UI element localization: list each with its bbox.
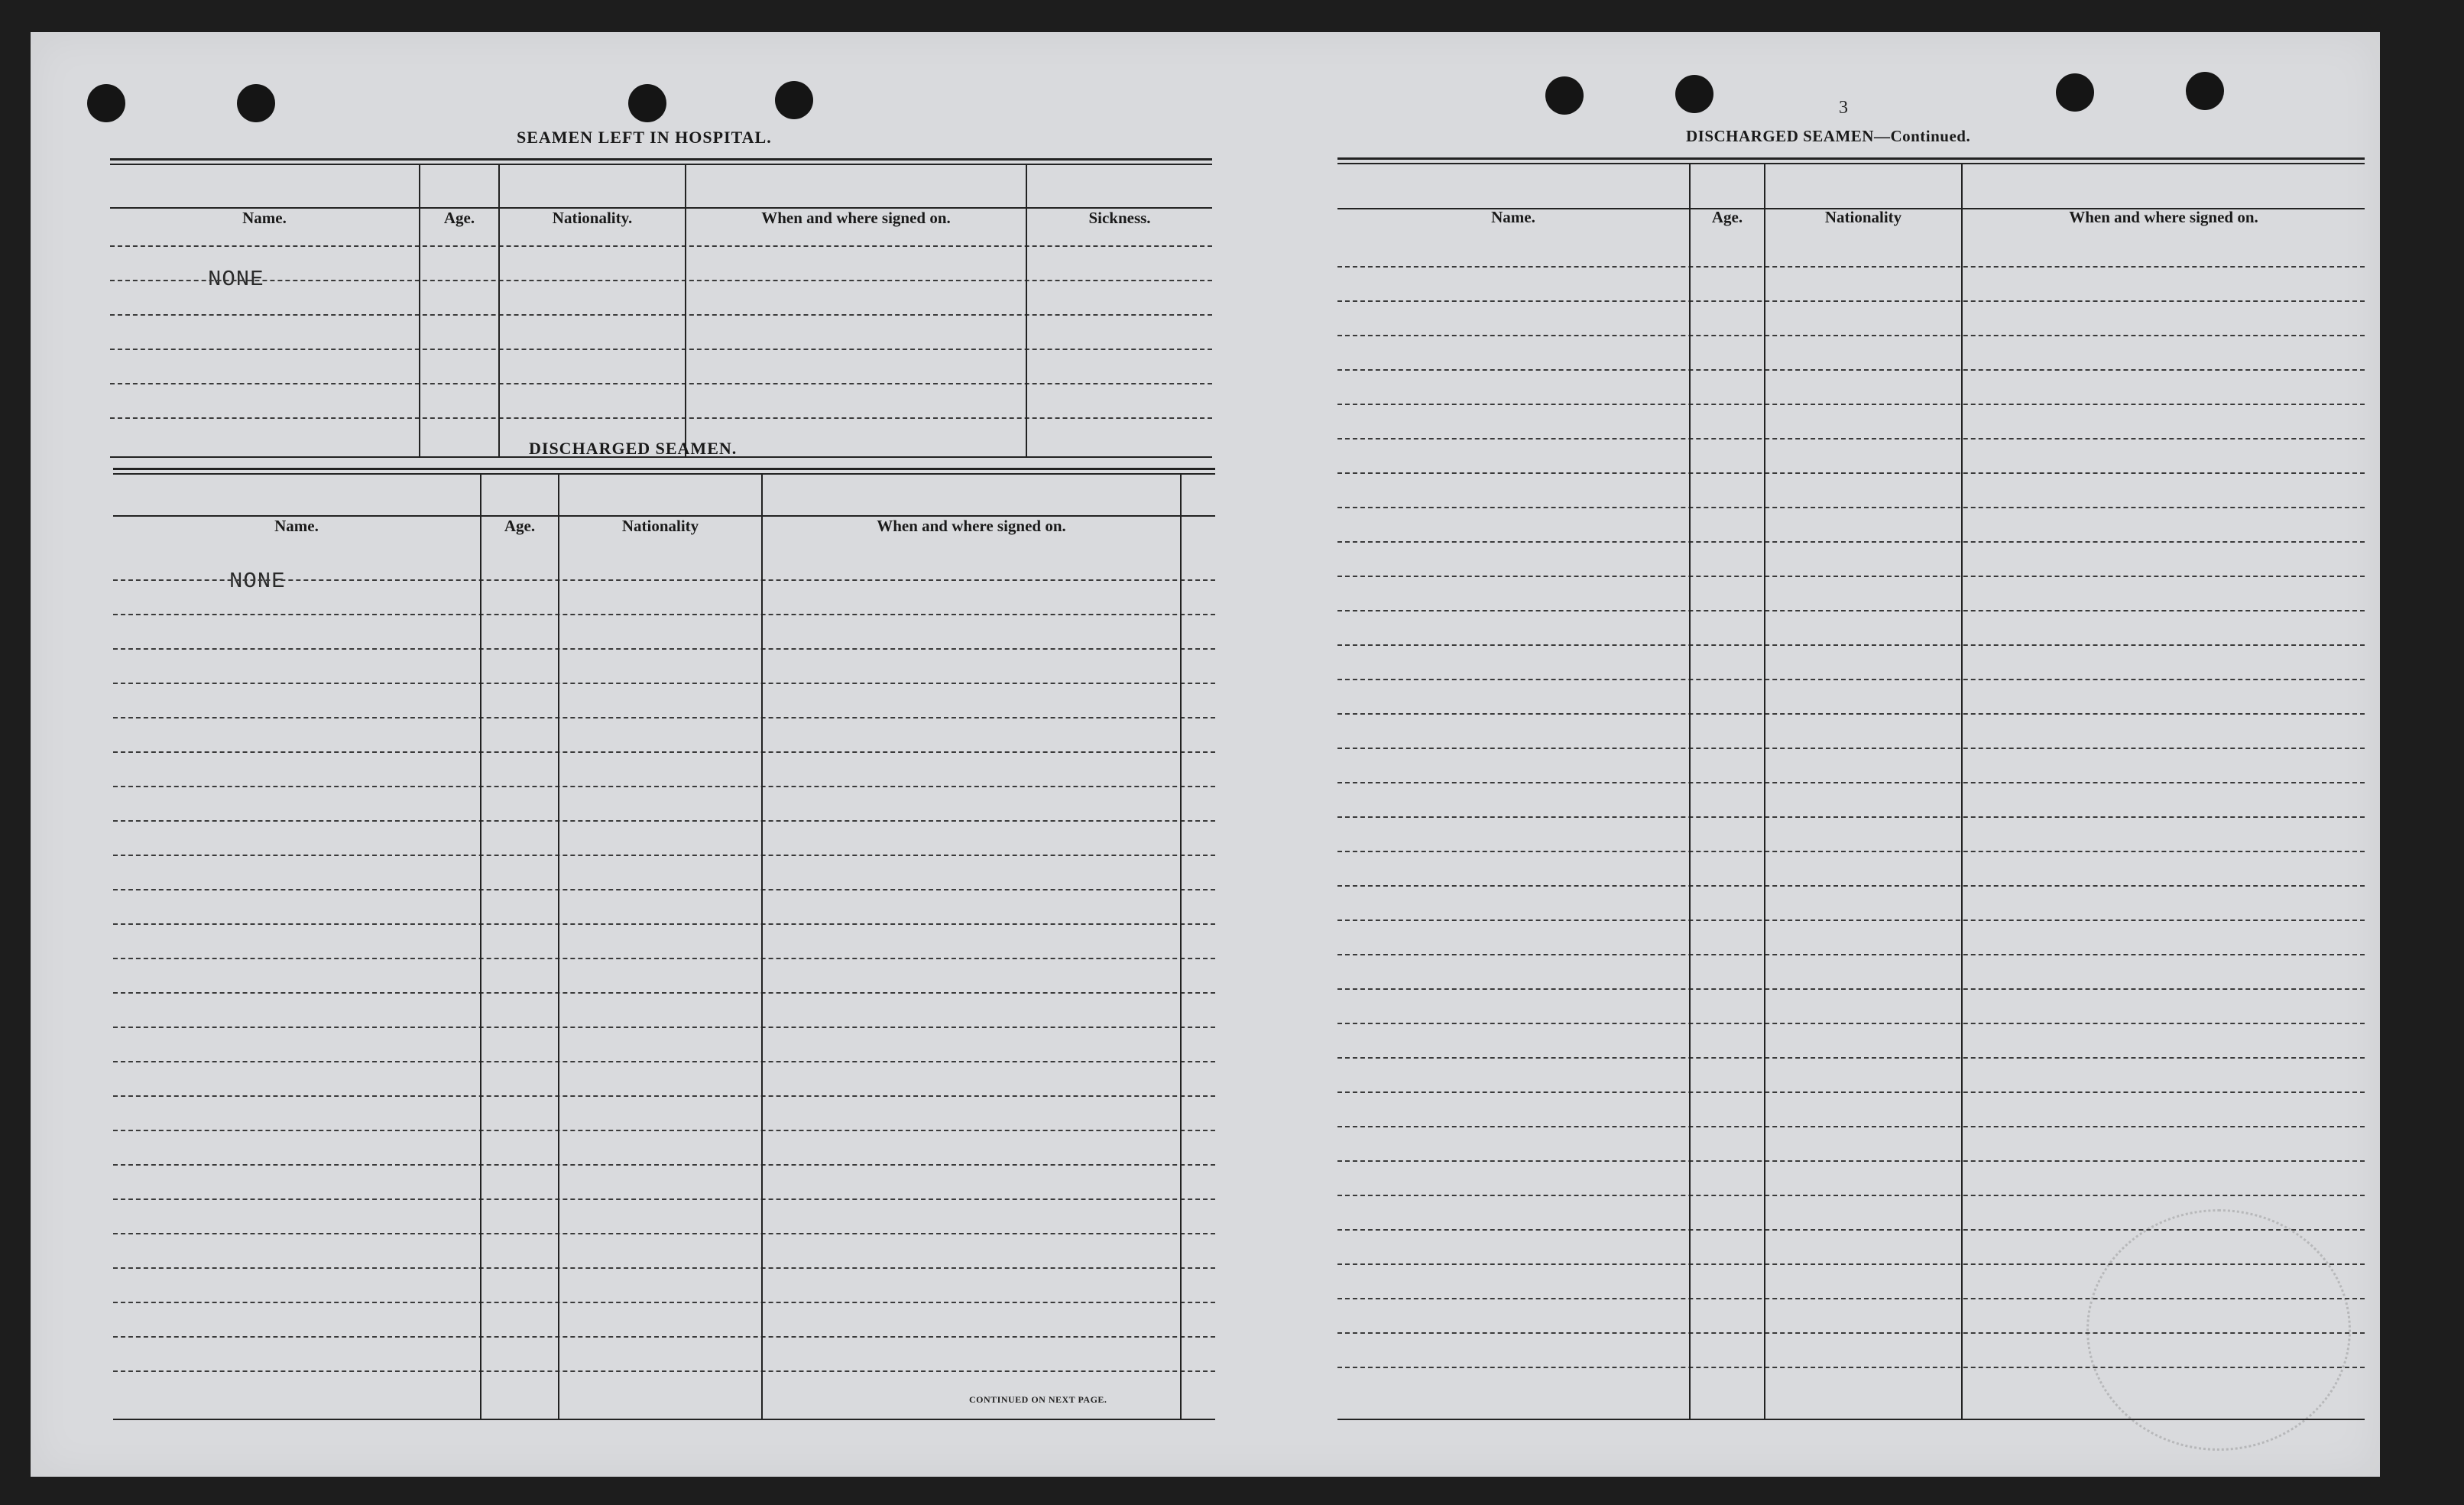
ruled-line (113, 683, 1215, 684)
discharged-continued-title: DISCHARGED SEAMEN—Continued. (1686, 127, 1971, 145)
punch-hole (1675, 75, 1713, 113)
ruled-line (1337, 300, 2365, 302)
ruled-line (1337, 266, 2365, 268)
ruled-line (113, 648, 1215, 650)
table-top-rule (113, 473, 1215, 475)
hospital-section-title: SEAMEN LEFT IN HOSPITAL. (517, 128, 772, 147)
col-header-signed-on: When and where signed on. (761, 209, 951, 227)
col-header-nationality: Nationality. (552, 209, 633, 227)
ruled-line (1337, 1195, 2365, 1196)
discharged-continued-table (1337, 157, 2365, 1422)
page-number: 3 (1839, 98, 1848, 118)
column-divider (685, 165, 686, 456)
column-divider (480, 475, 481, 1419)
col-header-age: Age. (504, 517, 536, 535)
punch-hole (2186, 72, 2224, 110)
ruled-line (1337, 748, 2365, 749)
punch-hole (237, 84, 275, 122)
column-divider (1180, 475, 1182, 1419)
ruled-line (113, 717, 1215, 718)
ruled-line (1337, 1263, 2365, 1265)
ruled-line (1337, 920, 2365, 921)
hospital-table (110, 158, 1212, 458)
ruled-line (113, 1130, 1215, 1131)
ruled-line (1337, 507, 2365, 508)
ruled-line (113, 855, 1215, 856)
ruled-line (110, 349, 1212, 350)
ruled-line (110, 280, 1212, 281)
column-divider (1689, 164, 1691, 1419)
ruled-line (1337, 1091, 2365, 1093)
ruled-line (110, 417, 1212, 419)
col-header-sickness: Sickness. (1088, 209, 1151, 227)
ruled-line (1337, 954, 2365, 955)
column-divider (498, 165, 500, 456)
col-header-name: Name. (274, 517, 319, 535)
table-bottom-rule (113, 1419, 1215, 1420)
ruled-line (113, 820, 1215, 822)
ruled-line (113, 958, 1215, 959)
column-divider (558, 475, 559, 1419)
ruled-line (113, 614, 1215, 615)
ruled-line (1337, 541, 2365, 543)
ruled-line (1337, 1057, 2365, 1059)
continued-note: CONTINUED ON NEXT PAGE. (969, 1394, 1107, 1405)
ruled-line (1337, 576, 2365, 577)
ruled-line (113, 1233, 1215, 1234)
ruled-line (113, 1198, 1215, 1200)
ruled-line (113, 786, 1215, 787)
ruled-line (1337, 404, 2365, 405)
column-divider (1026, 165, 1027, 456)
ruled-line (1337, 679, 2365, 680)
ruled-line (1337, 610, 2365, 611)
ruled-line (113, 579, 1215, 581)
table-top-rule (113, 468, 1215, 470)
discharged-entry-name: NONE (229, 569, 286, 594)
discharged-table (113, 468, 1215, 1422)
ruled-line (113, 751, 1215, 753)
col-header-nationality: Nationality (1824, 208, 1902, 226)
ruled-line (1337, 782, 2365, 783)
ruled-line (1337, 335, 2365, 336)
col-header-age: Age. (443, 209, 475, 227)
ruled-line (1337, 1160, 2365, 1162)
ruled-line (113, 1302, 1215, 1303)
ruled-line (113, 1061, 1215, 1062)
ruled-line (113, 889, 1215, 890)
ruled-line (113, 1370, 1215, 1372)
punch-hole (628, 84, 666, 122)
ruled-line (1337, 713, 2365, 715)
punch-hole (775, 81, 813, 119)
ruled-line (1337, 816, 2365, 818)
ruled-line (1337, 988, 2365, 990)
ruled-line (110, 314, 1212, 316)
document-sheet (31, 32, 2380, 1477)
ruled-line (1337, 644, 2365, 646)
col-header-name: Name. (1491, 208, 1535, 226)
ruled-line (113, 1267, 1215, 1269)
ruled-line (113, 992, 1215, 994)
ruled-line (113, 1164, 1215, 1166)
col-header-signed-on: When and where signed on. (877, 517, 1066, 535)
ruled-line (113, 1027, 1215, 1028)
table-top-rule (110, 158, 1212, 161)
punch-hole (2056, 73, 2094, 112)
ruled-line (110, 383, 1212, 384)
col-header-nationality: Nationality (621, 517, 699, 535)
table-bottom-rule (1337, 1419, 2365, 1420)
ruled-line (1337, 438, 2365, 439)
col-header-name: Name. (242, 209, 287, 227)
ruled-line (1337, 472, 2365, 474)
ruled-line (1337, 885, 2365, 887)
ruled-line (113, 1336, 1215, 1338)
column-divider (1764, 164, 1765, 1419)
table-top-rule (1337, 163, 2365, 164)
ruled-line (1337, 1367, 2365, 1368)
col-header-age: Age. (1711, 208, 1743, 226)
table-top-rule (1337, 157, 2365, 160)
ruled-line (1337, 1126, 2365, 1127)
discharged-section-title: DISCHARGED SEAMEN. (529, 439, 738, 458)
hospital-entry-name: NONE (208, 267, 264, 292)
ruled-line (1337, 369, 2365, 371)
ruled-line (1337, 1229, 2365, 1231)
ruled-line (113, 923, 1215, 925)
column-divider (761, 475, 763, 1419)
ruled-line (1337, 1298, 2365, 1299)
column-divider (419, 165, 420, 456)
ruled-line (1337, 851, 2365, 852)
ruled-line (113, 1095, 1215, 1097)
col-header-signed-on: When and where signed on. (2069, 208, 2258, 226)
punch-hole (87, 84, 125, 122)
ruled-line (110, 245, 1212, 247)
punch-hole (1545, 76, 1584, 115)
column-divider (1961, 164, 1963, 1419)
ruled-line (1337, 1332, 2365, 1334)
table-top-rule (110, 164, 1212, 165)
ruled-line (1337, 1023, 2365, 1024)
